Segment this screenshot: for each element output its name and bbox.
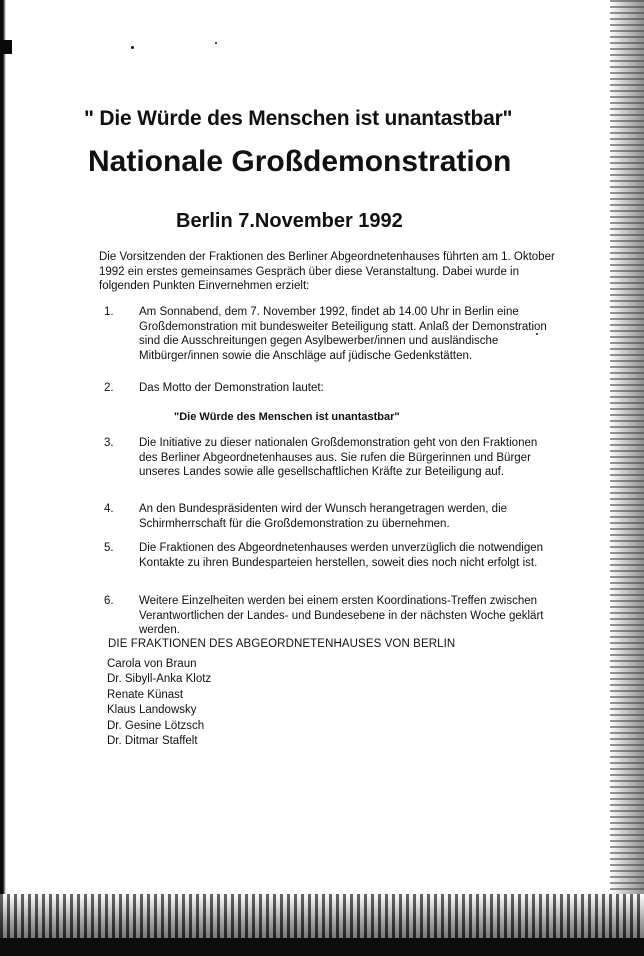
signer-name: Dr. Sibyll-Anka Klotz: [107, 673, 212, 686]
list-item-text: Die Initiative zu dieser nationalen Großdemonstration geht von den Fraktionen des Berliner Abgeordnetenhauses aus. Sie rufen die Bürgerinnen und Bürger unseres Landes sowie alle gesellschaftlichen Kräfte zur Beteiligung auf.: [139, 437, 538, 478]
list-item: [99, 502, 559, 531]
scan-right-edge: [610, 0, 644, 956]
signer-list: [107, 657, 211, 749]
scan-bottom-shadow: [0, 938, 644, 956]
signer-name: Dr. Gesine Lötzsch: [107, 719, 205, 732]
signature-heading: DIE FRAKTIONEN DES ABGEORDNETENHAUSES VON BERLIN: [108, 638, 456, 650]
scan-speck: [131, 46, 134, 49]
list-item: [99, 594, 559, 638]
list-item-text: An den Bundespräsidenten wird der Wunsch herangetragen werden, die Schirmherrschaft für die Großdemonstration zu übernehmen.: [139, 503, 508, 530]
list-item-number: 1.: [104, 306, 114, 318]
list-item-text: Am Sonnabend, dem 7. November 1992, findet ab 14.00 Uhr in Berlin eine Großdemonstration mit bundesweiter Beteiligung statt. Anlaß der Demonstration sind die Ausschreitungen gegen Asylbewerber/innen und ausländische Mitbürger/innen sowie die Anschläge auf jüdische Gedenkstätten.: [139, 306, 547, 362]
list-item: [99, 436, 559, 480]
signer-name: Renate Künast: [107, 688, 184, 701]
page-title: Nationale Großdemonstration: [88, 145, 512, 178]
date-line: Berlin 7.November 1992: [176, 210, 403, 232]
signer-name: Klaus Landowsky: [107, 704, 197, 717]
list-item-number: 5.: [104, 542, 114, 554]
list-item-number: 3.: [104, 437, 114, 449]
list-item-number: 2.: [104, 382, 114, 394]
list-item: [99, 305, 559, 363]
signer-name: Carola von Braun: [107, 658, 197, 670]
motto-quote: "Die Würde des Menschen ist unantastbar": [174, 411, 400, 423]
scan-left-mark: [0, 40, 12, 54]
scan-speck: [215, 42, 217, 44]
list-item: [99, 381, 559, 396]
signer-name: Dr. Ditmar Staffelt: [107, 735, 198, 748]
list-item-text: Das Motto der Demonstration lautet:: [139, 382, 324, 394]
scan-left-edge: [0, 0, 20, 956]
list-item-text: Weitere Einzelheiten werden bei einem ersten Koordinations-Treffen zwischen Verantwortlichen der Landes- und Bundesebene in der nächsten Woche geklärt werden.: [139, 595, 544, 636]
list-item: [99, 541, 559, 570]
intro-paragraph: Die Vorsitzenden der Fraktionen des Berliner Abgeordnetenhauses führten am 1. Oktober 1992 ein erstes gemeinsames Gespräch über diese Veranstaltung. Dabei wurde in folgenden Punkten Einvernehmen erzielt:: [99, 251, 555, 292]
list-item-text: Die Fraktionen des Abgeordnetenhauses werden unverzüglich die notwendigen Kontakte zu ihren Bundesparteien herstellen, soweit dies noch nicht erfolgt ist.: [139, 542, 544, 569]
list-item-number: 4.: [104, 503, 114, 515]
motto-heading: " Die Würde des Menschen ist unantastbar": [84, 107, 513, 130]
list-item-number: 6.: [104, 595, 114, 607]
